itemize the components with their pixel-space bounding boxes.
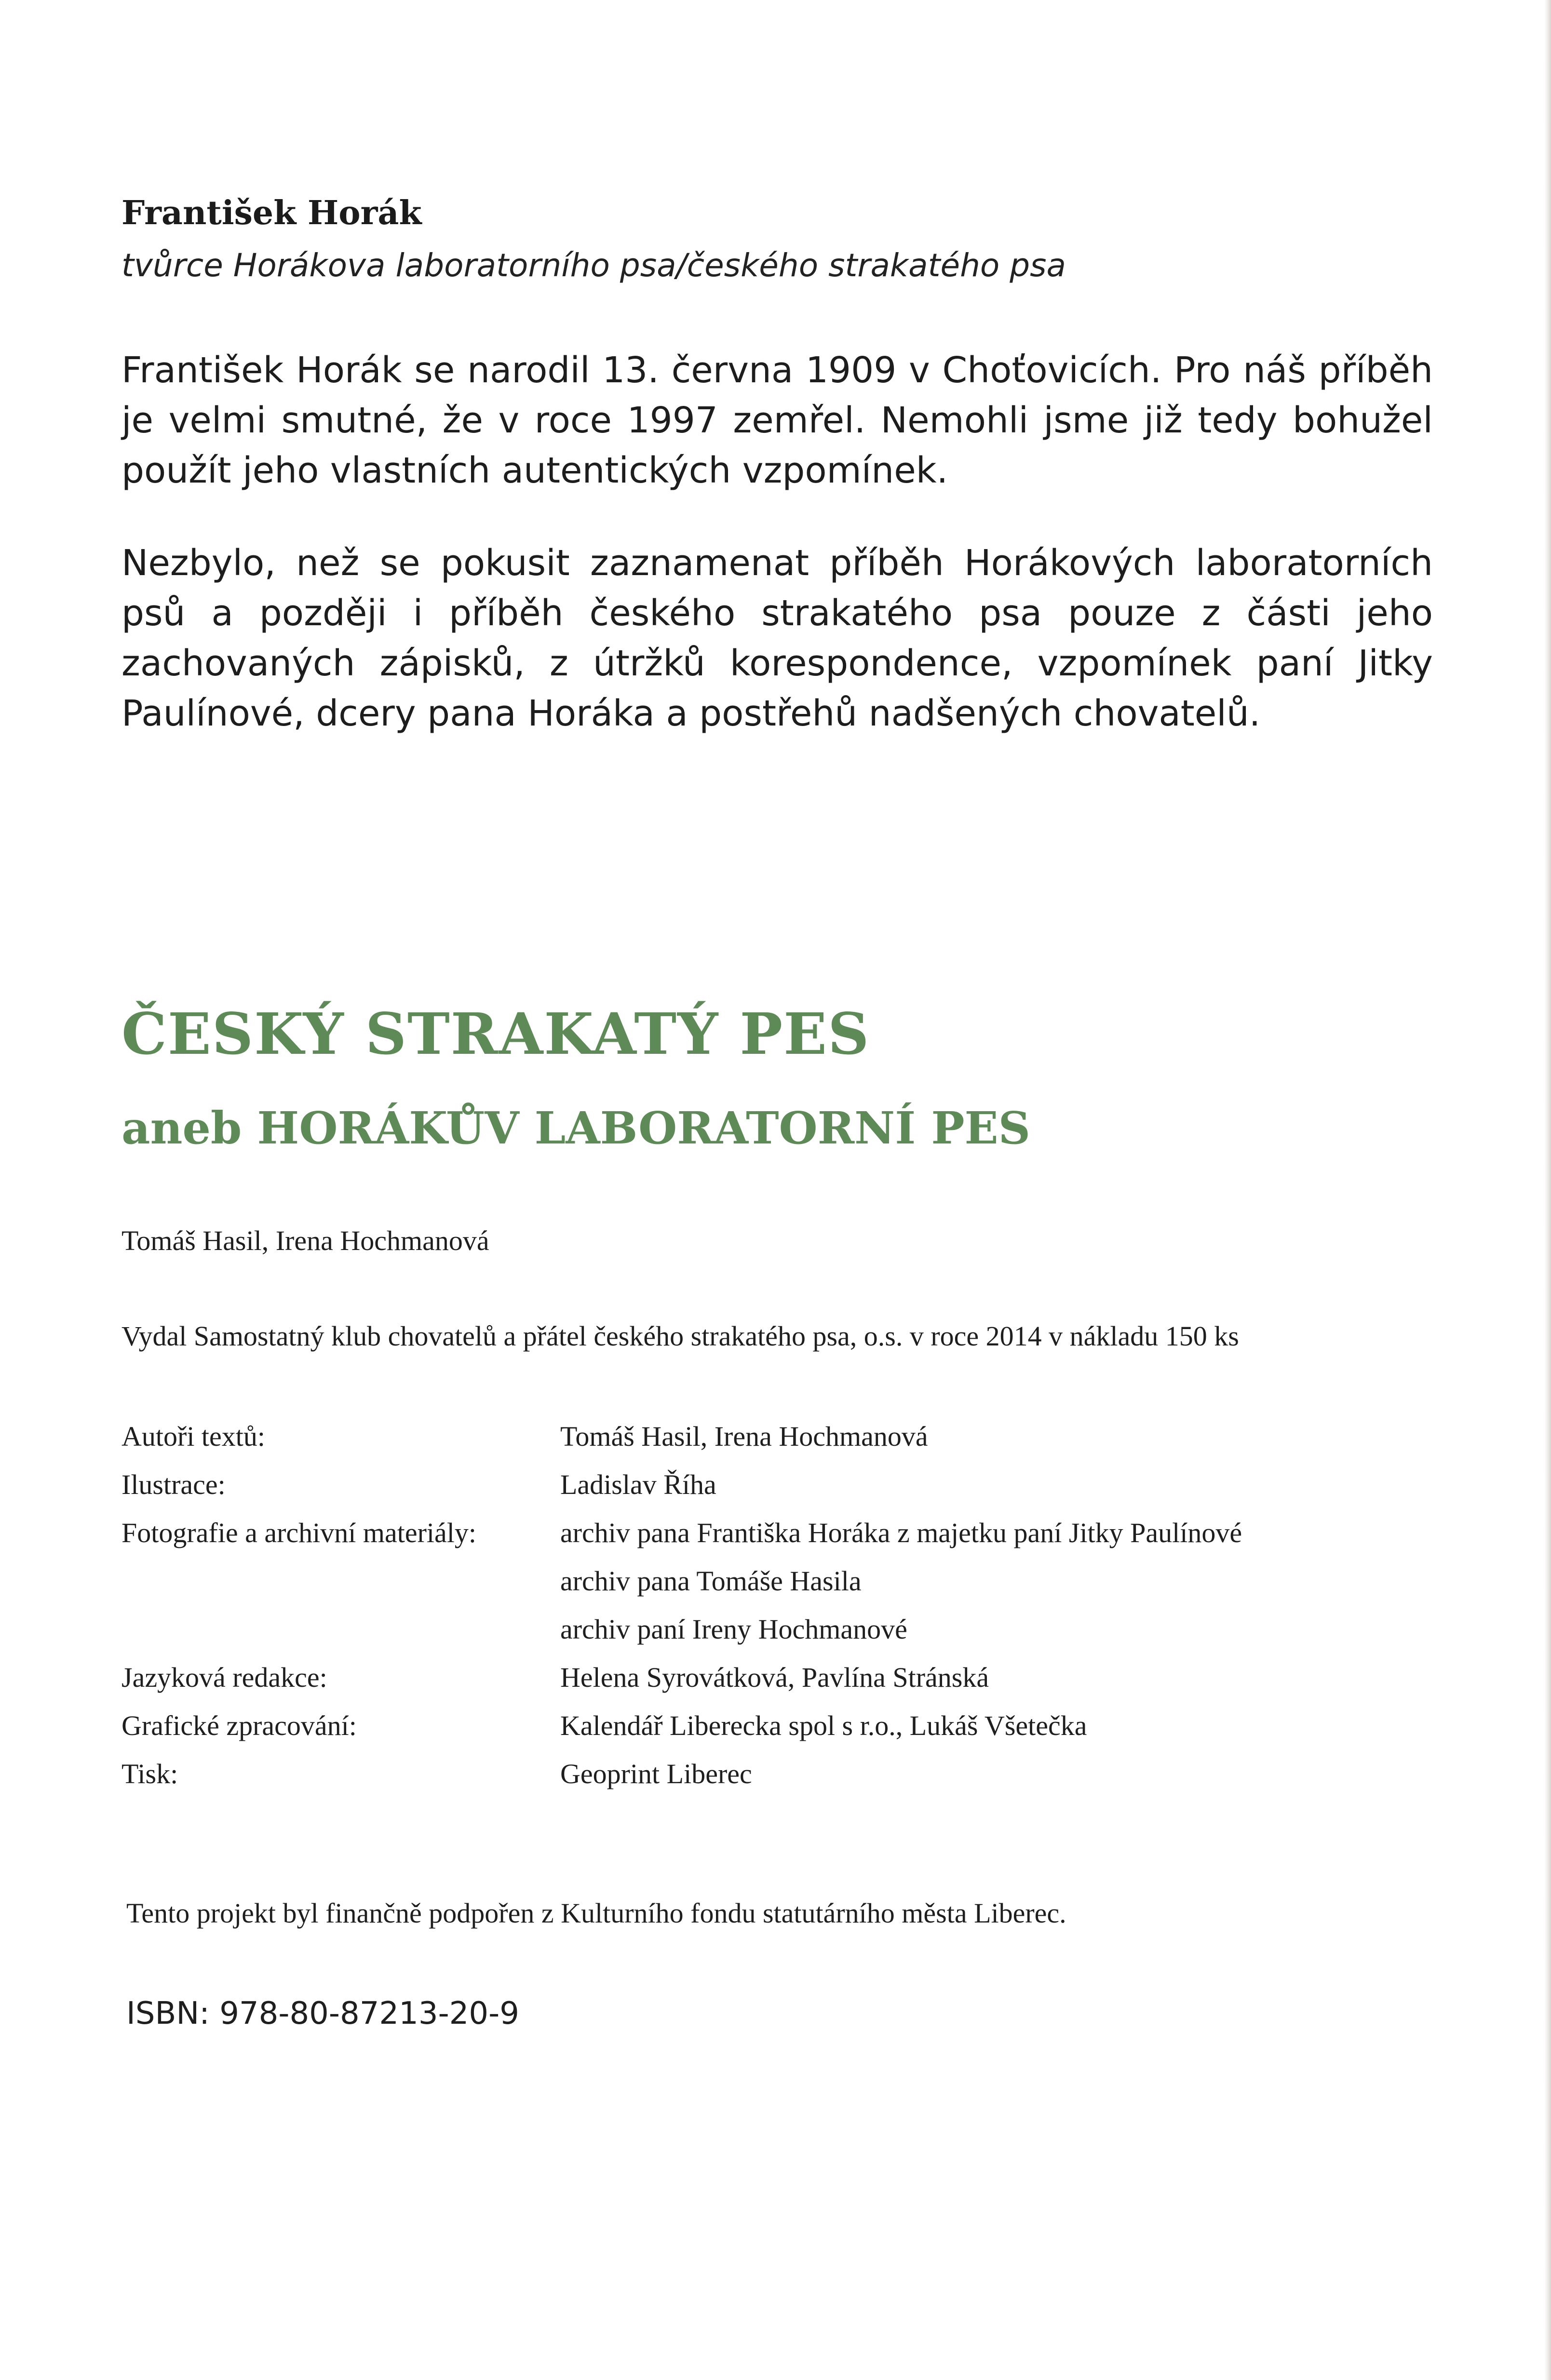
book-subtitle: aneb HORÁKŮV LABORATORNÍ PES: [121, 1102, 1031, 1154]
credit-label: Grafické zpracování:: [121, 1710, 357, 1741]
biography-paragraph-2: Nezbylo, než se pokusit zaznamenat příběh Horákových laboratorních psů a později i příběh českého strakatého psa pouze z části jeho zachovaných zápisků, z útržků korespondence, vzpomínek paní Jitky Paulínové, dcery pana Horáka a postřehů nadšených chovatelů.: [121, 542, 1433, 734]
page-edge-shadow: [1544, 0, 1551, 2380]
credit-value: Kalendář Liberecka spol s r.o., Lukáš Všetečka: [560, 1710, 1087, 1741]
credit-label: Autoři textů:: [121, 1421, 266, 1452]
publisher-line: Vydal Samostatný klub chovatelů a přátel českého strakatého psa, o.s. v roce 2014 v nákladu 150 ks: [121, 1320, 1239, 1352]
credit-value: Tomáš Hasil, Irena Hochmanová: [560, 1421, 928, 1452]
isbn: ISBN: 978-80-87213-20-9: [126, 1996, 519, 2031]
credit-label: Ilustrace:: [121, 1469, 226, 1500]
credit-row-editing: [121, 1654, 1423, 1702]
credit-row-illustrations: [121, 1461, 1423, 1509]
credit-label: Tisk:: [121, 1758, 178, 1789]
credit-value: archiv paní Ireny Hochmanové: [560, 1614, 907, 1645]
credit-row-texts: [121, 1412, 1423, 1461]
credit-row-design: [121, 1702, 1423, 1750]
funding-note: Tento projekt byl finančně podpořen z Kulturního fondu statutárního města Liberec.: [126, 1897, 1066, 1929]
credit-value: archiv pana Tomáše Hasila: [560, 1565, 862, 1597]
author-name: František Horák: [121, 194, 422, 232]
credit-value: Ladislav Říha: [560, 1469, 716, 1500]
book-authors: Tomáš Hasil, Irena Hochmanová: [121, 1225, 489, 1256]
credit-value: Geoprint Liberec: [560, 1758, 752, 1789]
book-title: ČESKÝ STRAKATÝ PES: [121, 1000, 870, 1067]
credit-label: Jazyková redakce:: [121, 1662, 327, 1693]
credit-row-print: [121, 1750, 1423, 1798]
credit-value: Helena Syrovátková, Pavlína Stránská: [560, 1662, 989, 1693]
credit-row-photos: [121, 1509, 1423, 1654]
author-role: tvůrce Horákova laboratorního psa/českého strakatého psa: [121, 247, 1066, 284]
credit-value: archiv pana Františka Horáka z majetku paní Jitky Paulínové: [560, 1517, 1242, 1548]
biography-paragraph-1: František Horák se narodil 13. června 1909 v Choťovicích. Pro náš příběh je velmi smutné, že v roce 1997 zemřel. Nemohli jsme již tedy bohužel použít jeho vlastních autentických vzpomínek.: [121, 350, 1433, 491]
credits-table: [121, 1412, 1423, 1798]
credit-label: Fotografie a archivní materiály:: [121, 1517, 476, 1548]
